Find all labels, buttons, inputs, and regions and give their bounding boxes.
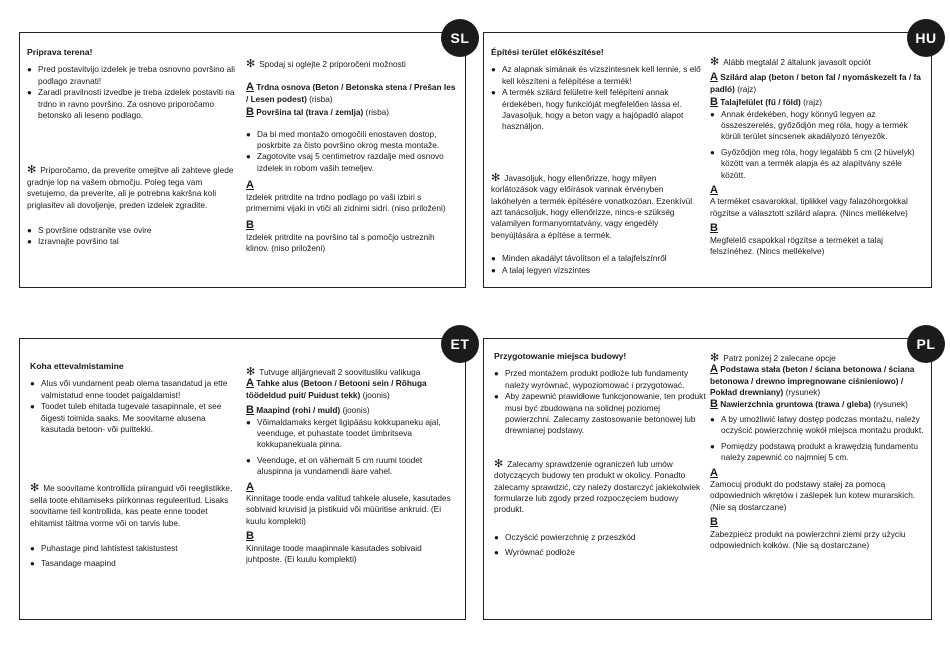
bullet-icon: ●: [494, 369, 499, 379]
bullet-icon: ●: [710, 441, 715, 451]
asterisk-icon: ✻: [246, 366, 256, 378]
bullet-icon: ●: [27, 226, 32, 236]
bullet-icon: ●: [491, 65, 496, 75]
step-a-label: A: [246, 480, 254, 493]
bullet-icon: ●: [710, 109, 715, 119]
step-a-text: Izdelek pritrdite na trdno podlago po vaši izbiri s primernimi vijaki in vtiči ali zidnimi sidri. (niso priloženi): [246, 191, 446, 214]
step-b-text: Izdelek pritrdite na površino tal s pomočjo ustreznih klinov. (niso priloženi): [246, 231, 435, 254]
list-item: ● Tasandage maapind: [30, 558, 116, 569]
note-text: ✻ Me soovitame kontrollida piiranguid või reeglistikke, sella toote ehitamiseks piirkonnas reguleeritud. Lisaks soovitame teil kontrollida, kas peate enne toodet ehitamist täitma vorme või on tarvis lube.: [30, 482, 233, 528]
note-text: ✻ Javasoljuk, hogy ellenőrizze, hogy milyen korlátozások vagy előírások vannak érvényben lakóhelyén a termék építésére vonatkozóan. Ezenkívül azt tanácsoljuk, hogy ellenőrizze, nincs-e szükség valamilyen formanyomtatvány, vagy engedély benyújtására a építése a termék.: [491, 171, 693, 240]
bullet-icon: ●: [246, 129, 251, 139]
list-item: ● Minden akadályt távolítson el a talajfelszínről: [491, 253, 667, 264]
options-intro: ✻ Spodaj si oglejte 2 priporočeni možnosti: [246, 58, 406, 70]
option-a: A Trdna osnova (Beton / Betonska stena / Prešan les / Lesen podest) (risba): [246, 81, 456, 104]
list-item: ● Az alapnak simának és vízszintesnek kell lennie, s elő kell készíteni a felépítése a termék!: [491, 64, 701, 86]
option-a: A Podstawa stała (beton / ściana betonowa / ściana betonowa / drewno impregnowane ciśnieniowo) / Pokład drewniany) (rysunek): [710, 363, 915, 398]
section-title: Koha ettevalmistamine: [30, 361, 124, 371]
panel-et: [19, 336, 470, 620]
step-a-label: A: [710, 184, 718, 197]
option-a: A Tahke alus (Betoon / Betooni sein / Rõhuga töödeldud puit/ Puidust tekk) (joonis): [246, 377, 427, 400]
left-column: [30, 361, 240, 570]
step-b-label: B: [246, 530, 254, 543]
asterisk-icon: ✻: [494, 457, 504, 470]
option-b: B Talajfelület (fű / föld) (rajz): [710, 96, 822, 109]
panel-sl: [19, 30, 470, 288]
bullet-icon: ●: [27, 237, 32, 247]
list-item: ● Puhastage pind lahtistest takistustest: [30, 543, 178, 554]
option-b: B Maapind (rohi / muld) (joonis): [246, 404, 370, 417]
list-item: ● Zaradi pravilnosti izvedbe je treba izdelek postaviti na trdno in ravno površino. Za osnovo priporočamo betonsko ali leseno podlago.: [27, 87, 235, 121]
bullet-icon: ●: [30, 544, 35, 554]
step-b-text: Kinnitage toode maapinnale kasutades sobivaid juhtposte. (Ei kuulu komplekti): [246, 542, 422, 565]
list-item: ● A by umożliwić łatwy dostęp podczas montażu, należy oczyścić powierzchnię wokół miejsca montażu produkt.: [710, 414, 924, 436]
left-column: [27, 47, 237, 248]
list-item: ● Alus või vundament peab olema tasandatud ja ette valmistatud enne toodet paigaldamist!: [30, 378, 228, 400]
list-item: ● Võimaldamaks kerget ligipääsu kokkupaneku ajal, veenduge, et puhastate toodet ümbritseva kokkupanekuala pinna.: [246, 416, 441, 450]
list-item: ● Oczyścić powierzchnię z przeszkód: [494, 531, 636, 542]
list-item: ● Veenduge, et on vähemalt 5 cm ruumi toodet aluspinna ja vundamendi äare vahel.: [246, 454, 423, 477]
asterisk-icon: ✻: [246, 58, 256, 70]
bullet-icon: ●: [494, 532, 499, 542]
bullet-icon: ●: [30, 559, 35, 569]
list-item: ● Aby zapewnić prawidłowe funkcjonowanie, ten produkt musi być zbudowana na solidnej poziomej powierzchni. Zalecamy zastosowanie betonowej lub drewnianej podstawy.: [494, 391, 706, 436]
list-item: ● S površine odstranite vse ovire: [27, 225, 152, 236]
right-column: [710, 57, 924, 258]
asterisk-icon: ✻: [491, 171, 501, 184]
list-item: ● Zagotovite vsaj 5 centimetrov razdalje med osnovo izdelek in robom vaših temeljev.: [246, 151, 444, 173]
list-item: ● Da bi med montažo omogočili enostaven dostop, poskrbite za čisto površino okrog mesta montaže.: [246, 128, 440, 151]
right-column: [246, 367, 456, 566]
list-item: ● Győződjön meg róla, hogy legalább 5 cm (2 hüvelyk) között van a termék alapja és az alapítvány széle között.: [710, 146, 915, 180]
bullet-icon: ●: [491, 88, 496, 98]
list-item: ● Annak érdekében, hogy könnyű legyen az összeszerelés, győződjön meg róla, hogy a termék körüli terület sincsenek akadályozó tényezők.: [710, 108, 908, 142]
bullet-icon: ●: [246, 152, 251, 162]
list-item: ● Wyrównać podłoże: [494, 547, 576, 558]
step-b-text: Zabezpiecz produkt na powierzchni ziemi przy użyciu odpowiednich kołków. (Nie są dostarczane): [710, 528, 906, 551]
section-title: Priprava terena!: [27, 47, 93, 57]
options-intro: ✻ Tutvuge alljärgnevalt 2 soovitusliku valikuga: [246, 366, 421, 378]
bullet-icon: ●: [710, 147, 715, 157]
step-a-text: Zamocuj produkt do podstawy stałej za pomocą odpowiednich wkrętów i zaślepek lun kotew murarskich. (Nie są dostarczane): [710, 479, 916, 512]
step-b-label: B: [710, 516, 718, 529]
list-item: ● Izravnajte površino tal: [27, 236, 119, 247]
step-a-text: Kinnitage toode enda valitud tahkele alusele, kasutades sobivaid kruvisid ja pistikuid või müüritise ankruid. (Ei kuulu komplekti): [246, 493, 451, 526]
step-b-text: Megfelelő csapokkal rögzítse a terméket a talaj felszínéhez. (Nincs mellékelve): [710, 234, 883, 257]
asterisk-icon: ✻: [710, 56, 720, 68]
asterisk-icon: ✻: [710, 352, 720, 364]
asterisk-icon: ✻: [27, 164, 37, 177]
note-text: ✻ Priporočamo, da preverite omejitve ali zahteve glede gradnje lop na vašem območju. Poleg tega vam svetujemo, da preverite, ali je potrebna kakršna koli priglasitev ali dovoljenje, preden izdelek zgradite.: [27, 164, 234, 210]
list-item: ● Pred postavitvijo izdelek je treba osnovno površino ali podlago zravnati!: [27, 64, 235, 86]
option-b: B Površina tal (trava / zemlja) (risba): [246, 106, 390, 119]
bullet-icon: ●: [27, 65, 32, 75]
list-item: ● Toodet tuleb ehitada tugevale tasapinnale, et see õigesti toimida saaks. Me soovitame alusena kasutada betoon- või puittekki.: [30, 401, 222, 435]
bullet-icon: ●: [246, 417, 251, 427]
list-item: ● Pomiędzy podstawą produkt a krawędzią fundamentu należy zapewnić co najmniej 5 cm.: [710, 440, 918, 463]
bullet-icon: ●: [494, 548, 499, 558]
panel-hu: [483, 30, 937, 288]
panel-pl: [483, 336, 936, 620]
bullet-icon: ●: [710, 415, 715, 425]
asterisk-icon: ✻: [30, 482, 40, 495]
step-a-label: A: [246, 179, 254, 192]
bullet-icon: ●: [491, 265, 496, 275]
option-a: A Szilárd alap (beton / beton fal / nyomáskezelt fa / fa padló) (rajz): [710, 71, 921, 94]
language-badge-pl: PL: [907, 325, 945, 363]
left-column: [491, 47, 703, 276]
language-badge-sl: SL: [441, 19, 479, 57]
bullet-icon: ●: [246, 455, 251, 465]
options-intro: ✻ Alább megtalál 2 általunk javasolt opciót: [710, 56, 871, 68]
step-b-label: B: [246, 219, 254, 232]
options-intro: ✻ Patrz poniżej 2 zalecane opcje: [710, 352, 836, 364]
section-title: Przygotowanie miejsca budowy!: [494, 351, 627, 361]
list-item: ● Przed montażem produkt podłoże lub fundamenty należy wyrównać, wypoziomować i przygotować.: [494, 368, 689, 390]
right-column: [246, 59, 456, 255]
list-item: ● A talaj legyen vízszintes: [491, 264, 591, 275]
left-column: [494, 351, 708, 559]
bullet-icon: ●: [491, 254, 496, 264]
section-title: Építési terület előkészítése!: [491, 47, 604, 57]
option-b: B Nawierzchnia gruntowa (trawa / gleba) (rysunek): [710, 397, 908, 410]
bullet-icon: ●: [30, 402, 35, 412]
right-column: [710, 353, 924, 552]
language-badge-hu: HU: [907, 19, 945, 57]
bullet-icon: ●: [30, 379, 35, 389]
bullet-icon: ●: [27, 88, 32, 98]
step-a-label: A: [710, 466, 718, 479]
note-text: ✻ Zalecamy sprawdzenie ograniczeń lub umów dotyczących budowy ten produkt w okolicy. Ponadto zalecamy sprawdzić, czy należy dostarczyć jakiekolwiek formularze lub zgody przed rozpoczęciem budowy produkt.: [494, 457, 701, 515]
step-a-text: A terméket csavarokkal, tiplikkel vagy falazóhorgokkal rögzítse a választott szilárd alapra. (Nincs mellékelve): [710, 196, 908, 218]
list-item: ● A termék szilárd felületre kell felépíteni annak érdekében, hogy funkcióját megfelelően lássa el. Javasoljuk, hogy a beton vagy a hajópadló alapot használjon.: [491, 87, 684, 132]
language-badge-et: ET: [441, 325, 479, 363]
bullet-icon: ●: [494, 392, 499, 402]
step-b-label: B: [710, 222, 718, 235]
